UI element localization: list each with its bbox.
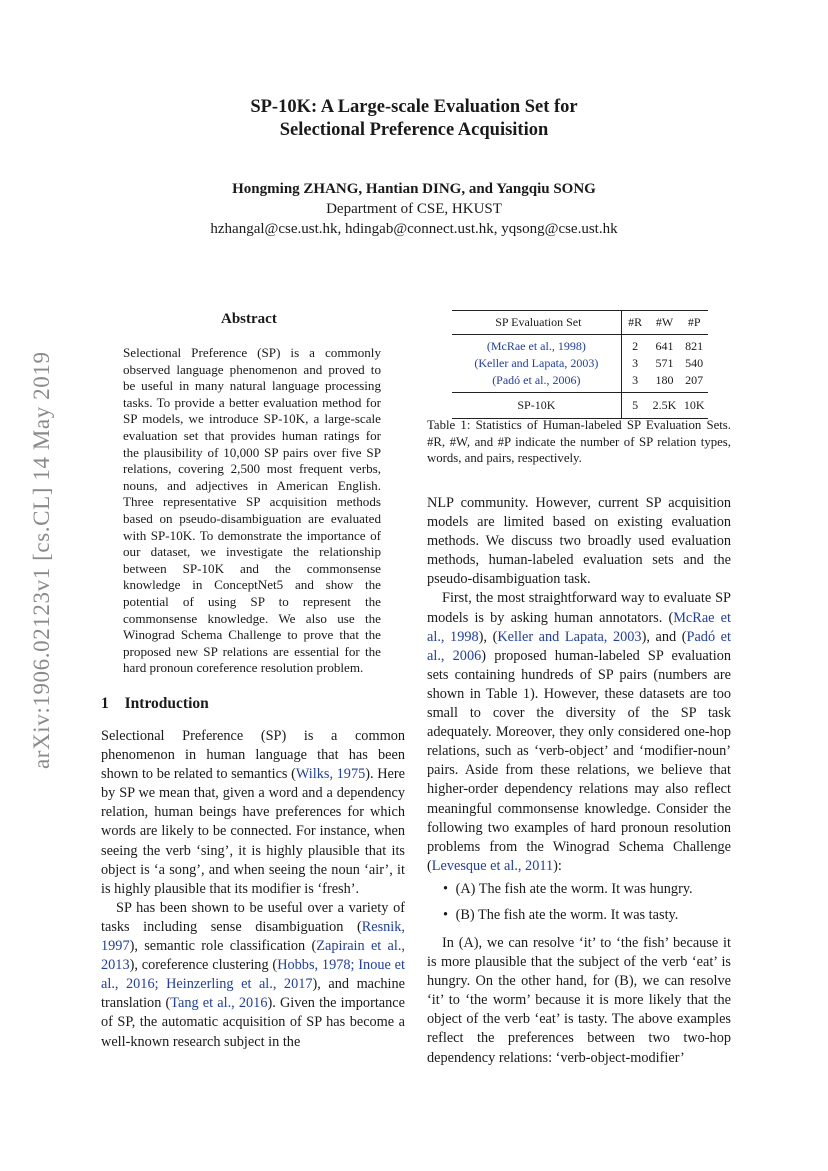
citation-link[interactable]: Zapirain et al., 2013 [101,938,405,974]
table-cell: 10K [683,398,705,412]
table-cell: 180 [655,373,674,387]
paper-affiliation: Department of CSE, HKUST [326,201,502,217]
abstract-body [123,345,381,677]
citation-link[interactable]: Padó et al., 2006 [427,628,732,664]
table-cell: 207 [685,373,704,387]
abstract-heading: Abstract [221,311,277,327]
paper-title-line2: Selectional Preference Acquisition [279,120,549,140]
right-paragraph-1: NLP community. However, current SP acquisition models are limited based on existing evaluation methods. We discuss two broadly used evaluation methods, human-labeled evaluation sets and the pseudo-disambiguation task. [427,495,731,588]
table-cell: 641 [655,339,674,353]
right-paragraph-2: First, the most straightforward way to evaluate SP models is by asking human annotators. (McRae et al., 1998), (Keller and Lapata, 2003), and (Padó et al., 2006) proposed human-labeled SP evaluation sets containing hundreds of SP pairs (numbers are shown in Table 1). However, these datasets are too small to cover the diversity of the SP task adequately. Moreover, they only considered one-hop relations, such as ‘verb-object’ and ‘modifier-noun’ pairs. Aside from these relations, we believe that higher-order dependency relations may also reflect meaningful commonsense knowledge. Consider the following two examples of hard pronoun resolution problems from the Winograd Schema Challenge (Levesque et al., 2011): [427,590,732,874]
table-total-name: SP-10K [517,398,556,412]
right-paragraph-3: In (A), we can resolve ‘it’ to ‘the fish’ because it is more plausible that the subject of the verb ‘eat’ is hungry. On the other hand, for (B), we can resolve ‘it’ to ‘the worm’ because it is more likely that the object of the verb ‘eat’ is tasty. The above examples reflect the preferences between two two-hop dependency relations: ‘verb-object-modifier’ [427,935,731,1066]
table-1 [452,310,708,419]
citation-link[interactable]: McRae et al., 1998 [427,609,731,645]
table-cell: 821 [685,339,704,353]
table-cell: 5 [621,393,648,419]
intro-paragraph-2: SP has been shown to be useful over a variety of tasks including sense disambiguation (Resnik, 1997), semantic role classification (Zapirain et al., 2013), coreference clustering (Hobbs, 1978; Inoue et al., 2016; Heinzerling et al., 2017), and machine translation (Tang et al., 2016). Given the importance of SP, the automatic acquisition of SP has become a well-known research subject in the [101,899,405,1050]
bullet-dot-icon: • [443,907,449,923]
citation-link[interactable]: Hobbs, 1978; Inoue et al., 2016; Heinzerling et al., 2017 [101,957,405,993]
paper-title-line1: SP-10K: A Large-scale Evaluation Set for [250,97,578,117]
section-number: 1 [101,695,109,712]
right-column [427,494,731,876]
example-bullet-b: • (B) The fish ate the worm. It was tasty. [443,907,679,923]
table-header-r: #R [621,311,648,335]
table-cell: 571 [655,356,674,370]
table-cell: 2.5K [652,398,677,412]
intro-left-column [101,727,405,1052]
table-row-name: (McRae et al., 1998) [486,339,586,353]
stats-table [452,310,708,419]
table-caption: Table 1: Statistics of Human-labeled SP Evaluation Sets. #R, #W, and #P indicate the number of SP relation types, words, and pairs, respectively. [427,418,731,465]
right-column-continued [427,934,731,1068]
citation-link[interactable]: Tang et al., 2016 [170,995,268,1012]
section-heading [101,695,209,713]
table-header-set: SP Evaluation Set [495,315,582,329]
table-cell: 540 [685,356,704,370]
table-row-name: (Padó et al., 2006) [492,373,581,387]
paper-authors: Hongming ZHANG, Hantian DING, and Yangqiu SONG [232,181,596,197]
citation-link[interactable]: Levesque et al., 2011 [431,857,554,874]
citation-link[interactable]: Wilks, 1975 [295,766,366,783]
arxiv-stamp: arXiv:1906.02123v1 [cs.CL] 14 May 2019 [29,351,54,769]
bullet-dot-icon: • [443,881,449,897]
table-header-w: #W [655,315,674,329]
example-bullet-a: • (A) The fish ate the worm. It was hungry. [443,881,693,897]
citation-link[interactable]: Keller and Lapata, 2003 [497,628,642,645]
paper-emails: hzhangal@cse.ust.hk, hdingab@connect.ust.hk, yqsong@cse.ust.hk [210,221,618,237]
abstract-text: Selectional Preference (SP) is a commonly observed language phenomenon and proved to be useful in many natural language processing tasks. To provide a better evaluation method for SP models, we introduce SP-10K, a large-scale evaluation set that provides human ratings for the plausibility of 10,000 SP pairs over five SP relations, covering 2,500 most frequent verbs, nouns, and adjectives in American English. Three representative SP acquisition methods based on pseudo-disambiguation are evaluated with SP-10K. To demonstrate the importance of our dataset, we investigate the relationship between SP-10K and the commonsense knowledge in ConceptNet5 and show the potential of using SP to represent the commonsense knowledge. We also use the Winograd Schema Challenge to prove that the proposed new SP relations are essential for the hard pronoun coreference resolution problem. [123,345,381,676]
citation-link[interactable]: Resnik, 1997 [101,918,405,955]
intro-paragraph-1: Selectional Preference (SP) is a common phenomenon in human language that has been shown to be related to semantics (Wilks, 1975). Here by SP we mean that, given a word and a dependency relation, human beings have preferences for which words are likely to be connected. For instance, when seeing the verb ‘sing’, it is highly plausible that its object is ‘a song’, and when seeing the noun ‘air’, it is highly plausible that its modifier is ‘fresh’. [101,728,405,897]
table-cell: 3 [621,355,648,372]
table-cell: 3 [621,372,648,393]
table-header-p: #P [687,315,701,329]
table-row-name: (Keller and Lapata, 2003) [474,356,599,370]
table-cell: 2 [621,335,648,356]
section-title: Introduction [124,695,209,712]
